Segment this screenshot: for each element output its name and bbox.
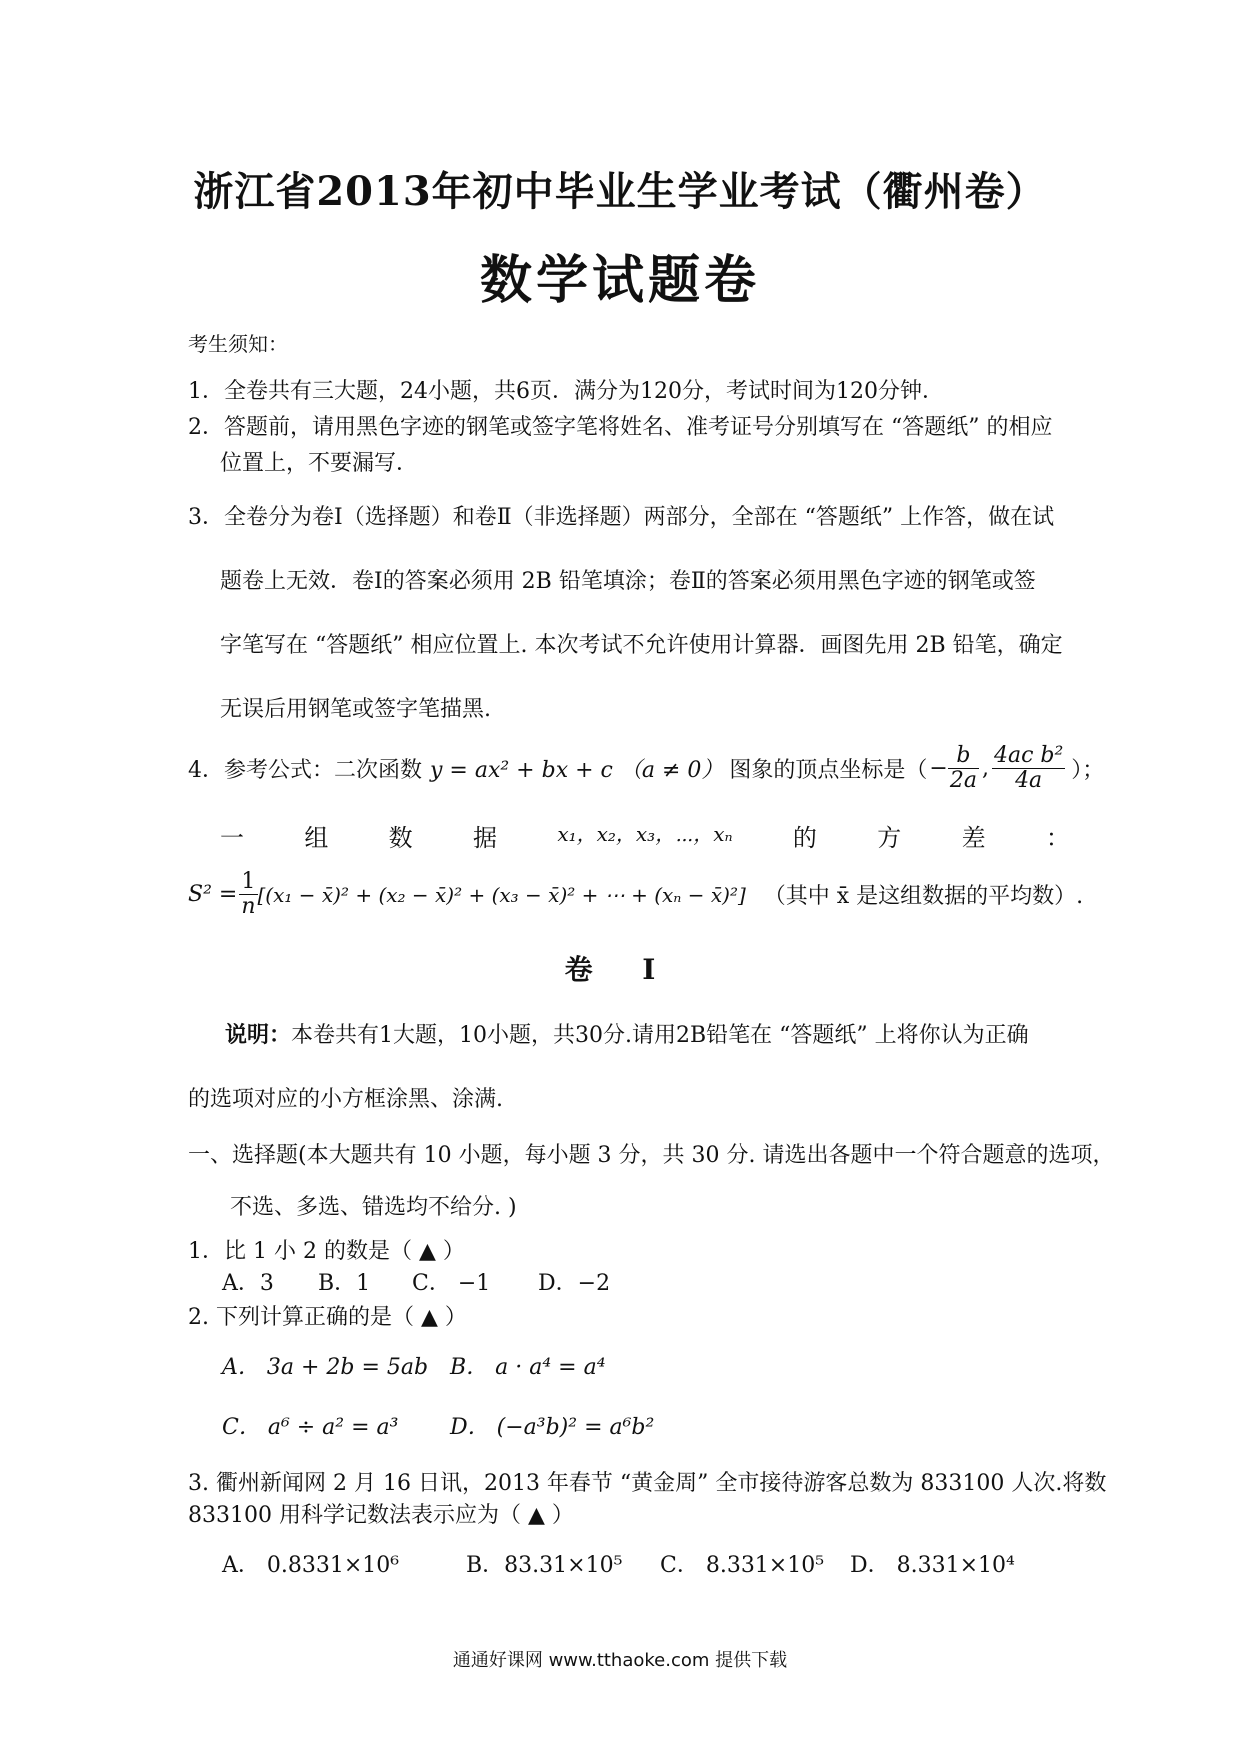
question-1-stem: 1．比 1 小 2 的数是（ ▲ ） xyxy=(188,1239,465,1264)
variance-word: 方 xyxy=(877,824,902,852)
variance-word: 据 xyxy=(472,824,497,852)
item4-suffix: ）； xyxy=(1071,758,1105,784)
notice-item-3-line-2: 题卷上无效．卷Ⅰ的答案必须用 2B 铅笔填涂；卷Ⅱ的答案必须用黑色字迹的钢笔或签 xyxy=(220,569,1036,594)
variance-word: 差 xyxy=(961,824,986,852)
vertex-y-numerator: 4ac b² xyxy=(993,743,1064,768)
notice-item-3-line-4: 无误后用钢笔或签字笔描黑. xyxy=(220,697,491,722)
notice-item-3-line-1: 3．全卷分为卷Ⅰ（选择题）和卷Ⅱ（非选择题）两部分，全部在 “答题纸” 上作答，做在试 xyxy=(188,505,1055,530)
vertex-x-numerator: b xyxy=(948,744,979,769)
vertex-x-denominator: 2a xyxy=(949,768,977,794)
section-description-line-1 xyxy=(225,1018,1029,1049)
variance-word: 一 xyxy=(220,824,244,852)
vertex-y-denominator: 4a xyxy=(1015,768,1043,794)
notice-item-3-line-3: 字笔写在 “答题纸” 相应位置上. 本次考试不允许使用计算器．画图先用 2B 铅笔，确定 xyxy=(220,633,1063,658)
variance-word: 组 xyxy=(304,824,329,852)
question-2-option-a[interactable]: A． 3a + 2b = 5ab xyxy=(222,1355,429,1380)
minus-sign: − xyxy=(929,756,948,782)
question-1-option-b[interactable]: B．1 xyxy=(318,1271,371,1296)
question-2-stem: 2. 下列计算正确的是（ ▲ ） xyxy=(188,1305,467,1330)
quadratic-formula: y = ax² + bx + c （a ≠ 0） xyxy=(430,758,724,784)
page-footer: 通通好课网 www.tthaoke.com 提供下载 xyxy=(452,1650,788,1671)
question-3-stem-line-2: 833100 用科学记数法表示应为（ ▲ ） xyxy=(188,1503,574,1528)
question-1-option-d[interactable]: D．−2 xyxy=(538,1271,611,1296)
question-3-option-a[interactable]: A． 0.8331×10⁶ xyxy=(222,1553,400,1578)
question-3-stem-line-1: 3. 衢州新闻网 2 月 16 日讯，2013 年春节 “黄金周” 全市接待游客总数为 833100 人次.将数 xyxy=(188,1471,1107,1496)
comma: , xyxy=(981,756,989,782)
variance-note: （其中 x̄ 是这组数据的平均数）. xyxy=(763,884,1084,910)
variance-word: 数 xyxy=(388,824,413,852)
variance-denominator: n xyxy=(241,894,256,920)
part1-title-line-2: 不选、多选、错选均不给分. ) xyxy=(230,1195,517,1220)
item4-mid: 图象的顶点坐标是（ xyxy=(729,758,928,784)
question-3-option-d[interactable]: D． 8.331×10⁴ xyxy=(850,1553,1015,1578)
variance-word: ： xyxy=(1045,824,1070,852)
notice-item-2-line-1: 2．答题前，请用黑色字迹的钢笔或签字笔将姓名、准考证号分别填写在 “答题纸” 的相应 xyxy=(188,415,1053,440)
variance-lhs: S² = xyxy=(188,882,238,908)
variance-numerator: 1 xyxy=(239,870,257,895)
page-subtitle: 数学试题卷 xyxy=(479,250,760,311)
notice-label: 考生须知： xyxy=(188,332,288,356)
item4-prefix: 4．参考公式：二次函数 xyxy=(188,758,422,784)
page-title: 浙江省2013年初中毕业生学业考试（衢州卷） xyxy=(193,168,1047,215)
question-2-option-b[interactable]: B． a · a⁴ = a⁴ xyxy=(450,1355,606,1380)
variance-intro xyxy=(220,818,1070,853)
notice-item-1: 1．全卷共有三大题，24小题，共6页．满分为120分，考试时间为120分钟． xyxy=(188,379,944,404)
variance-fraction xyxy=(239,870,257,919)
question-2-option-d[interactable]: D． (−a³b)² = a⁶b² xyxy=(450,1415,655,1440)
notice-item-4 xyxy=(188,744,1104,793)
part1-title-line-1: 一、选择题(本大题共有 10 小题，每小题 3 分，共 30 分. 请选出各题中一个符合题意的选项， xyxy=(188,1143,1115,1168)
question-1-option-c[interactable]: C． −1 xyxy=(412,1271,491,1296)
question-1-option-a[interactable]: A．3 xyxy=(222,1271,274,1296)
section-description-line-2: 的选项对应的小方框涂黑、涂满. xyxy=(188,1087,503,1112)
section-description-text: 本卷共有1大题，10小题，共30分.请用2B铅笔在 “答题纸” 上将你认为正确 xyxy=(291,1023,1029,1048)
section-heading: 卷 Ⅰ xyxy=(564,953,676,986)
vertex-y-fraction xyxy=(992,744,1065,793)
variance-formula xyxy=(188,870,1083,919)
question-3-option-c[interactable]: C． 8.331×10⁵ xyxy=(660,1553,825,1578)
question-3-option-b[interactable]: B．83.31×10⁵ xyxy=(466,1553,623,1578)
vertex-x-fraction xyxy=(948,744,979,793)
question-2-option-c[interactable]: C． a⁶ ÷ a² = a³ xyxy=(222,1415,399,1440)
variance-rhs: [(x₁ − x̄)² + (x₂ − x̄)² + (x₃ − x̄)² + ⋯ + (xₙ − x̄)²] xyxy=(257,882,746,907)
notice-item-2-line-2: 位置上，不要漏写． xyxy=(220,451,419,476)
variance-word: 的 xyxy=(792,824,817,852)
variance-data-list: x₁，x₂，x₃，⋯，xₙ xyxy=(557,822,733,846)
section-description-label: 说明： xyxy=(225,1022,292,1048)
